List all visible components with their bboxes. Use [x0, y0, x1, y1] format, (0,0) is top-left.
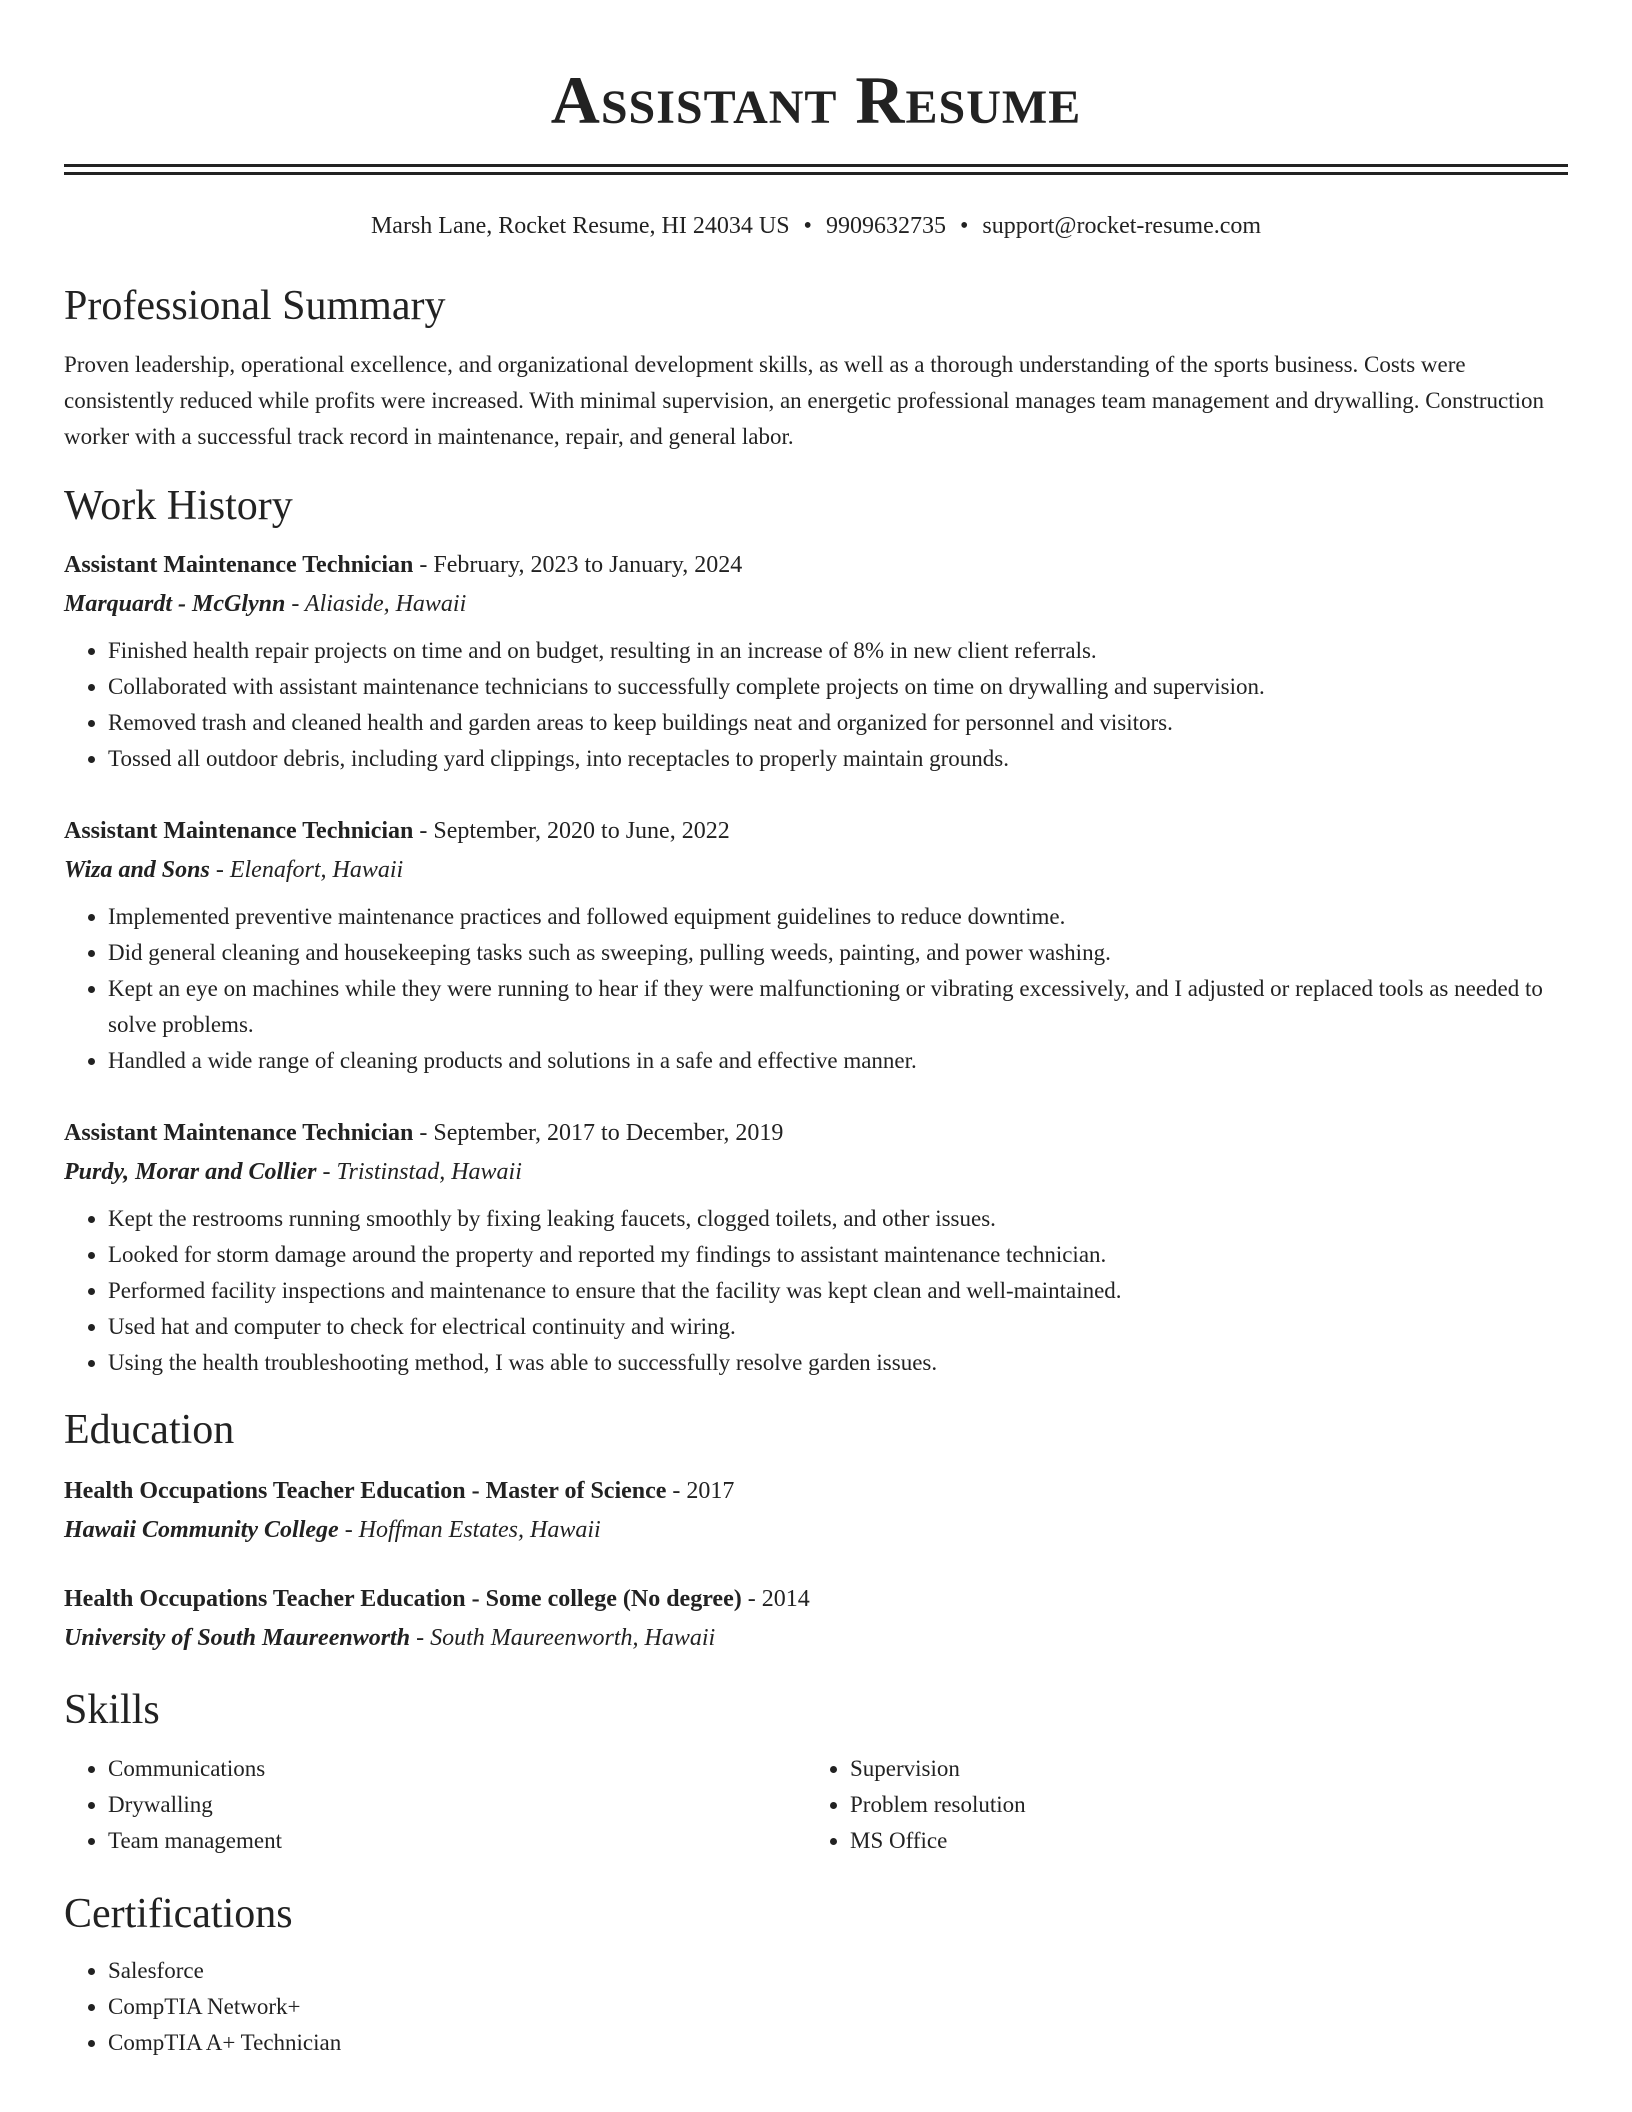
- job-duty: • Tossed all outdoor debris, including yard clippings, into receptacles to properly maintain grounds.: [108, 741, 1568, 777]
- job-company: Wiza and Sons: [64, 857, 210, 883]
- degree-year: - 2017: [666, 1478, 735, 1504]
- contact-email[interactable]: support@rocket-resume.com: [982, 213, 1262, 239]
- job-company: Marquardt - McGlynn: [64, 591, 286, 617]
- certifications-list: [64, 1953, 1568, 2061]
- education-entry: [64, 1471, 1568, 1549]
- job-duty: • Looked for storm damage around the property and reported my findings to assistant maintenance technician.: [108, 1237, 1568, 1273]
- job-title-line: [64, 811, 1568, 851]
- summary-text: Proven leadership, operational excellence, and organizational development skills, as well as a thorough understanding of the sports business. Costs were consistently reduced while profits were increased. With minimal supervision, an energetic professional manages team management and drywalling. Construction worker with a successful track record in maintenance, repair, and general labor.: [64, 352, 1545, 449]
- job-duties: [64, 633, 1568, 777]
- job-duty: • Handled a wide range of cleaning products and solutions in a safe and effective manner.: [108, 1043, 1568, 1079]
- job-location: - Elenafort, Hawaii: [209, 857, 404, 883]
- summary-heading: Professional Summary: [64, 283, 446, 329]
- title-divider-bottom: [64, 172, 1568, 175]
- education-heading: Education: [64, 1407, 235, 1453]
- certification-item: • CompTIA Network+: [108, 1989, 1568, 2025]
- certification-item: • CompTIA A+ Technician: [108, 2025, 1568, 2061]
- job-company-line: [64, 585, 1568, 623]
- resume-title: Assistant Resume: [550, 62, 1082, 138]
- degree-year: - 2014: [741, 1586, 810, 1612]
- job-duty: • Used hat and computer to check for electrical continuity and wiring.: [108, 1309, 1568, 1345]
- job-entry: [64, 545, 1568, 777]
- skill-item: • Supervision: [850, 1751, 1548, 1787]
- skill-item: • Communications: [108, 1751, 806, 1787]
- resume-page: [64, 0, 1568, 2061]
- degree: Health Occupations Teacher Education - Some college (No degree): [64, 1586, 742, 1612]
- job-company: Purdy, Morar and Collier: [64, 1159, 317, 1185]
- job-duty: • Removed trash and cleaned health and garden areas to keep buildings neat and organized for personnel and visitors.: [108, 705, 1568, 741]
- school: Hawaii Community College: [64, 1517, 339, 1543]
- job-duty: • Kept an eye on machines while they were running to hear if they were malfunctioning or vibrating excessively, and I adjusted or replaced tools as needed to solve problems.: [108, 971, 1568, 1043]
- skills-heading: Skills: [64, 1687, 160, 1733]
- education-entry: [64, 1579, 1568, 1657]
- job-company-line: [64, 1153, 1568, 1191]
- contact-phone: 9909632735: [825, 213, 946, 239]
- job-duties: [64, 1201, 1568, 1381]
- job-title: Assistant Maintenance Technician: [64, 1120, 414, 1146]
- job-dates: - February, 2023 to January, 2024: [413, 552, 743, 578]
- job-dates: - September, 2020 to June, 2022: [413, 818, 730, 844]
- school-line: [64, 1619, 1568, 1657]
- school-location: - Hoffman Estates, Hawaii: [338, 1517, 601, 1543]
- job-title: Assistant Maintenance Technician: [64, 818, 414, 844]
- certification-item: • Salesforce: [108, 1953, 1568, 1989]
- job-entry: [64, 811, 1568, 1079]
- job-location: - Tristinstad, Hawaii: [316, 1159, 522, 1185]
- skill-item: • Problem resolution: [850, 1787, 1548, 1823]
- job-title-line: [64, 545, 1568, 585]
- job-dates: - September, 2017 to December, 2019: [413, 1120, 784, 1146]
- job-duty: • Kept the restrooms running smoothly by fixing leaking faucets, clogged toilets, and other issues.: [108, 1201, 1568, 1237]
- job-duty: • Implemented preventive maintenance practices and followed equipment guidelines to reduce downtime.: [108, 899, 1568, 935]
- skills-column-right: [806, 1751, 1548, 1859]
- job-duty: • Finished health repair projects on time and on budget, resulting in an increase of 8% in new client referrals.: [108, 633, 1568, 669]
- job-title: Assistant Maintenance Technician: [64, 552, 414, 578]
- job-duty: • Performed facility inspections and maintenance to ensure that the facility was kept clean and well-maintained.: [108, 1273, 1568, 1309]
- job-title-line: [64, 1113, 1568, 1153]
- contact-line: [64, 211, 1568, 241]
- contact-separator: •: [959, 213, 969, 239]
- degree: Health Occupations Teacher Education - Master of Science: [64, 1478, 667, 1504]
- contact-address: Marsh Lane, Rocket Resume, HI 24034 US: [370, 213, 790, 239]
- skills-column-left: [64, 1751, 806, 1859]
- contact-separator: •: [803, 213, 812, 239]
- skill-item: • Team management: [108, 1823, 806, 1859]
- skill-item: • MS Office: [850, 1823, 1548, 1859]
- job-duty: • Did general cleaning and housekeeping tasks such as sweeping, pulling weeds, painting, and power washing.: [108, 935, 1568, 971]
- skills-list: [64, 1751, 1568, 1859]
- school-location: - South Maureenworth, Hawaii: [410, 1625, 716, 1651]
- degree-line: [64, 1579, 1568, 1619]
- job-company-line: [64, 851, 1568, 889]
- school-line: [64, 1511, 1568, 1549]
- certifications-heading: Certifications: [64, 1891, 293, 1937]
- job-entry: [64, 1113, 1568, 1381]
- job-duties: [64, 899, 1568, 1079]
- degree-line: [64, 1471, 1568, 1511]
- work-history-heading: Work History: [64, 483, 293, 529]
- school: University of South Maureenworth: [64, 1625, 411, 1651]
- job-location: - Aliaside, Hawaii: [285, 591, 467, 617]
- job-duty: • Collaborated with assistant maintenance technicians to successfully complete projects on time on drywalling and supervision.: [108, 669, 1568, 705]
- job-duty: • Using the health troubleshooting method, I was able to successfully resolve garden issues.: [108, 1345, 1568, 1381]
- skill-item: • Drywalling: [108, 1787, 806, 1823]
